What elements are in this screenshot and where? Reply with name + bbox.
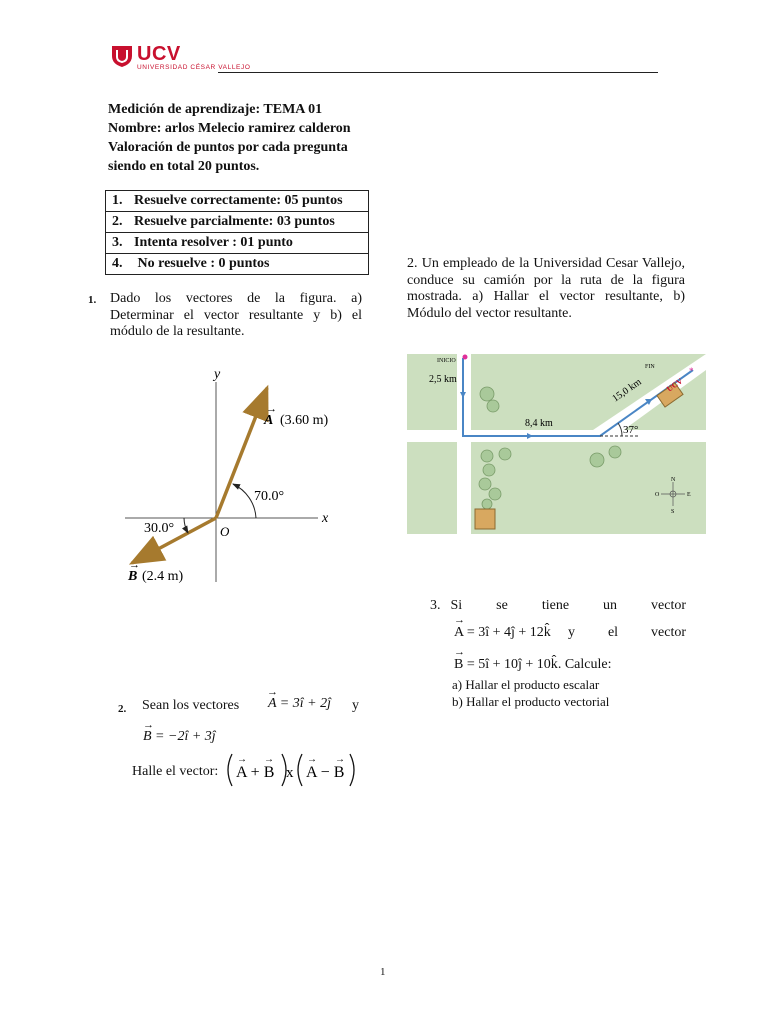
route-map-drawing (407, 354, 706, 534)
question-2b-text: 2. Un empleado de la Universidad Cesar Vallejo, conduce su camión por la ruta de la figura mostrada. a) Hallar el vector resultante, b) Módulo del vector resultante. (407, 256, 685, 321)
question-3-intro-text: Si se tiene un vector (450, 598, 686, 613)
table-row (106, 254, 369, 275)
header-rule (218, 72, 658, 73)
vector-a-expression-text: A = 3î + 2ĵ (268, 696, 331, 711)
question-3-intro (430, 598, 686, 614)
question-2-find: Halle el vector: (132, 764, 219, 779)
vector-b3-overarrow-icon: → (454, 646, 465, 658)
x-axis-label: x (322, 511, 329, 526)
start-marker-icon (463, 355, 468, 360)
svg-text:A + B: A + B (236, 764, 275, 781)
vector-b-overarrow-icon: → (129, 559, 140, 571)
vector-b-expression-text: B = −2î + 3ĵ (143, 729, 216, 744)
row-text: Resuelve parcialmente: 03 puntos (134, 214, 335, 229)
row-number: 3. (112, 235, 123, 250)
scoring-table (105, 190, 369, 275)
compass-rose-icon (655, 477, 691, 515)
question-3-and: y el vector (568, 625, 686, 640)
table-row (106, 233, 369, 254)
vector-a-overarrow-icon: → (266, 403, 277, 415)
question-1-number: 1. (88, 294, 97, 306)
header-line-3: Valoración de puntos por cada pregunta (108, 140, 348, 155)
assessment-header (108, 100, 364, 176)
page-number: 1 (380, 966, 386, 978)
route-map (407, 354, 706, 534)
angle-a-label: 70.0° (254, 489, 285, 504)
angle-b-label: 30.0° (144, 521, 175, 536)
question-2-and: y (352, 698, 359, 713)
angle-label: 37° (623, 424, 639, 436)
svg-text:→: → (264, 754, 274, 765)
building-brand-label: UCV (664, 376, 685, 394)
question-3-part-a: a) Hallar el producto escalar (452, 677, 600, 692)
header-line-1: Medición de aprendizaje: TEMA 01 (108, 102, 323, 117)
vector-b-label: B (128, 569, 138, 584)
vector-b-magnitude: (2.4 m) (142, 569, 184, 584)
y-axis-label: y (214, 367, 221, 382)
row-text: Intenta resolver : 01 punto (134, 235, 293, 250)
header-line-2: Nombre: arlos Melecio ramirez calderon (108, 121, 351, 136)
angle-b-arc (184, 518, 188, 533)
end-label: FIN (645, 364, 655, 370)
angle-a-arc (233, 484, 256, 518)
field-building-icon (475, 509, 495, 529)
vector-a-overarrow-icon: → (267, 686, 278, 698)
vector-b-overarrow-icon: → (143, 719, 154, 731)
svg-text:→: → (237, 754, 247, 765)
distance-3-label: 15,0 km (610, 376, 644, 405)
vector-b3-expression (454, 657, 611, 673)
question-1-text: Dado los vectores de la figura. a) Determinar el vector resultante y b) el módulo de la resultante. (110, 291, 362, 339)
table-row (106, 212, 369, 233)
compass-north: N (671, 477, 676, 483)
end-marker-icon: * (689, 366, 694, 376)
start-label: INICIO (437, 358, 456, 364)
question-2-intro: Sean los vectores (142, 698, 240, 713)
question-3-calc: . Calcule: (557, 657, 612, 672)
row-number: 4. (112, 256, 123, 271)
compass-south: S (671, 509, 675, 515)
question-2-number: 2. (118, 703, 127, 715)
vector-a-label: A (264, 413, 274, 428)
row-number: 2. (112, 214, 123, 229)
question-3-number: 3. (430, 598, 441, 613)
origin-label: O (220, 524, 230, 539)
compass-west: O (655, 492, 660, 498)
vector-figure-1 (120, 360, 350, 590)
svg-text:x: x (286, 765, 294, 781)
trees-icon (479, 387, 621, 509)
header-line-4: siendo en total 20 puntos. (108, 159, 260, 174)
vector-a-expression (268, 696, 331, 712)
vector-b3-expression-text: B = 5î + 10ĵ + 10k̂ (454, 657, 558, 672)
ucv-logo-text: UCV (137, 43, 181, 65)
vector-b-expression (143, 729, 216, 745)
cross-product-expression (222, 750, 357, 790)
vector-a-magnitude: (3.60 m) (280, 413, 329, 428)
svg-text:→: → (307, 754, 317, 765)
distance-2-label: 8,4 km (525, 418, 553, 429)
table-row (106, 191, 369, 212)
question-3-part-b: b) Hallar el producto vectorial (452, 694, 610, 709)
vector-a3-overarrow-icon: → (454, 614, 465, 626)
svg-text:→: → (335, 754, 345, 765)
distance-1-label: 2,5 km (429, 374, 457, 385)
vector-a3-expression: A = 3î + 4ĵ + 12k̂ (454, 625, 551, 640)
compass-east: E (687, 492, 691, 498)
ucv-logo-subtitle: UNIVERSIDAD CÉSAR VALLEJO (137, 64, 251, 71)
ucv-logo-shield-icon (111, 44, 133, 68)
svg-text:A − B: A − B (306, 764, 345, 781)
row-text: No resuelve : 0 puntos (134, 256, 270, 271)
row-number: 1. (112, 193, 123, 208)
row-text: Resuelve correctamente: 05 puntos (134, 193, 343, 208)
